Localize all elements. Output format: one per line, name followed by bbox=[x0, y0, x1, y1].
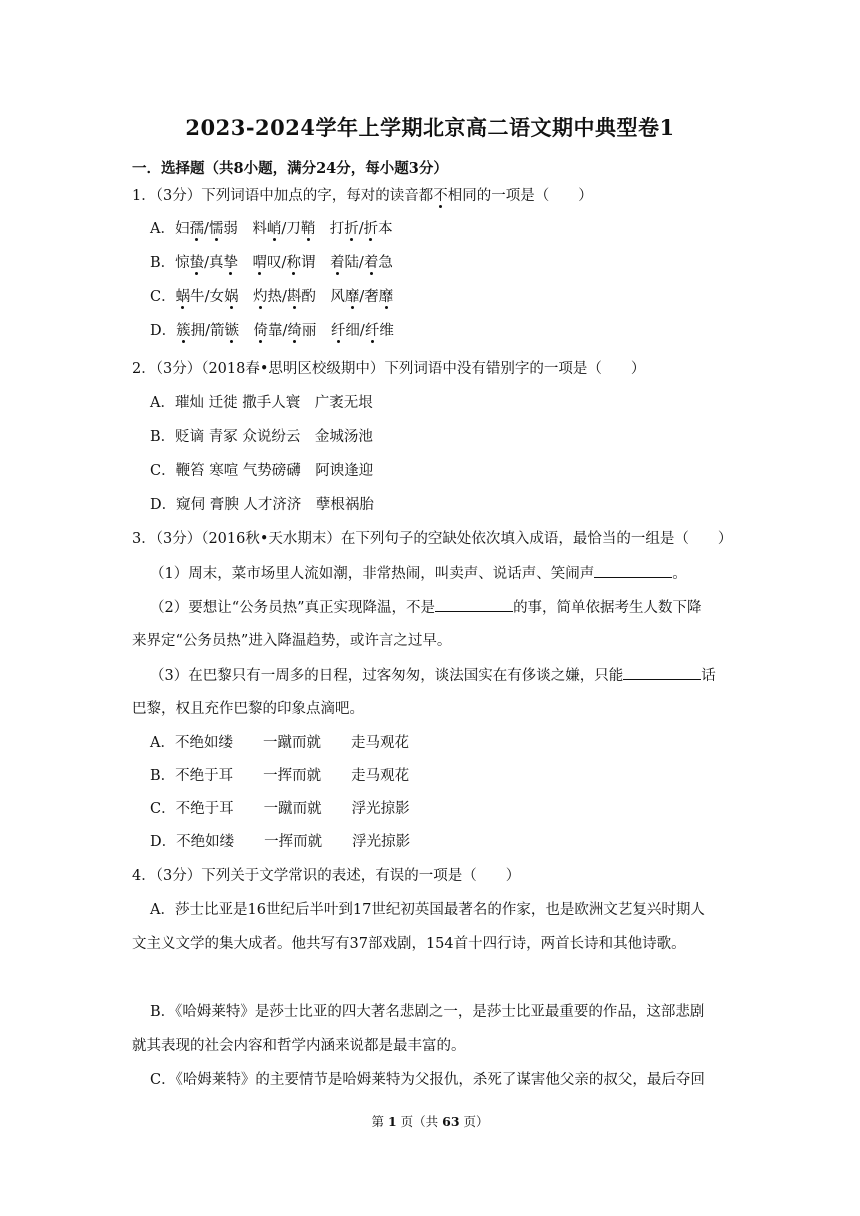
option-text: 陆/ bbox=[344, 255, 364, 271]
option-text: / bbox=[203, 221, 209, 237]
question-2-option-a: A．璀灿 迁徙 撒手人寰 广袤无垠 bbox=[150, 395, 373, 411]
sentence-text: （3）在巴黎只有一周多的日程，过客匆匆，谈法国实在有侈谈之嫌，只能 bbox=[150, 668, 624, 684]
option-text: 牛/女 bbox=[190, 289, 224, 305]
question-1-option-c bbox=[150, 287, 393, 307]
option-idiom: 浮光掠影 bbox=[351, 801, 410, 817]
dotted-char: 懦 bbox=[208, 221, 224, 237]
option-text: /刀 bbox=[281, 221, 301, 237]
question-3-stem: 3．（3分）（2016秋•天水期末）在下列句子的空缺处依次填入成语，最恰当的一组是（ ） bbox=[132, 531, 733, 547]
question-4-option-a: A．莎士比亚是16世纪后半叶到17世纪初英国最著名的作家，也是欧洲文艺复兴时期人 bbox=[150, 902, 705, 918]
dotted-char: 折 bbox=[363, 221, 379, 237]
dotted-char: 纤 bbox=[364, 323, 380, 339]
question-2-option-b: B．贬谪 青冢 众说纷云 金城汤池 bbox=[150, 429, 373, 445]
option-text: 酌 bbox=[301, 289, 331, 305]
question-4-option-b: B．《哈姆莱特》是莎士比亚的四大著名悲剧之一，是莎士比亚最重要的作品，这部悲剧 bbox=[150, 1004, 705, 1020]
question-3-sentence-1 bbox=[150, 563, 687, 584]
fill-blank bbox=[594, 563, 672, 578]
option-text bbox=[238, 255, 253, 271]
stem-text: 相同的一项是（ ） bbox=[447, 188, 593, 204]
option-text: 风 bbox=[330, 289, 345, 305]
dotted-char: 娲 bbox=[224, 289, 239, 305]
option-idiom: A．不绝如缕 bbox=[150, 735, 233, 751]
option-idiom: 一蹴而就 bbox=[263, 801, 322, 817]
dotted-char: 靡 bbox=[378, 289, 394, 305]
page-footer bbox=[0, 1112, 860, 1130]
option-text: 惊 bbox=[175, 255, 190, 271]
dotted-char: 着 bbox=[363, 255, 379, 271]
option-text: 热/ bbox=[267, 289, 287, 305]
page-title: 2023-2024学年上学期北京高二语文期中典型卷1 bbox=[185, 115, 675, 140]
question-1-stem bbox=[132, 186, 593, 206]
option-label: C． bbox=[150, 289, 176, 305]
total-pages: 63 bbox=[442, 1114, 460, 1129]
option-text bbox=[239, 323, 254, 339]
option-idiom: C．不绝于耳 bbox=[150, 801, 234, 817]
option-idiom: 浮光掠影 bbox=[352, 834, 411, 850]
dotted-char: 着 bbox=[329, 255, 345, 271]
footer-text: 页） bbox=[463, 1114, 489, 1129]
question-1-option-d bbox=[150, 321, 394, 341]
footer-text: 页（共 bbox=[400, 1114, 439, 1129]
dotted-char: 倚 bbox=[253, 323, 269, 339]
dotted-char: 纤 bbox=[330, 323, 346, 339]
option-text: 拥/箭 bbox=[190, 323, 225, 339]
option-text: 维 bbox=[379, 323, 394, 339]
option-text: 丽 bbox=[301, 323, 331, 339]
option-text: /真 bbox=[204, 255, 224, 271]
dotted-char: 喟 bbox=[252, 255, 268, 271]
option-label: B． bbox=[150, 255, 176, 271]
question-1-option-b bbox=[150, 253, 393, 273]
dotted-char: 蛰 bbox=[189, 255, 205, 271]
dotted-char: 斟 bbox=[286, 289, 302, 305]
option-text: /奢 bbox=[359, 289, 379, 305]
question-3-sentence-2-cont: 来界定“公务员热”进入降温趋势，或许言之过早。 bbox=[132, 633, 452, 649]
dotted-char: 称 bbox=[286, 255, 301, 271]
option-idiom: 走马观花 bbox=[351, 768, 410, 784]
question-1-option-a bbox=[150, 219, 393, 239]
dotted-char: 不 bbox=[433, 188, 448, 204]
option-text: 谓 bbox=[300, 255, 330, 271]
option-idiom: 一挥而就 bbox=[264, 834, 323, 850]
dotted-char: 绮 bbox=[287, 323, 302, 339]
option-idiom: D．不绝如缕 bbox=[150, 834, 235, 850]
question-3-option-a bbox=[150, 733, 409, 753]
page-number: 1 bbox=[387, 1114, 397, 1129]
question-2-option-c: C．鞭笞 寒喧 气势磅礴 阿谀逢迎 bbox=[150, 463, 374, 479]
question-2-stem: 2．（3分）（2018春•思明区校级期中）下列词语中没有错别字的一项是（ ） bbox=[132, 361, 646, 377]
option-idiom: 一挥而就 bbox=[263, 768, 322, 784]
dotted-char: 峭 bbox=[266, 221, 282, 237]
question-3-option-c bbox=[150, 799, 410, 819]
stem-text: 1．（3分）下列词语中加点的字，每对的读音都 bbox=[132, 188, 434, 204]
question-3-sentence-2 bbox=[150, 597, 702, 618]
section-heading: 一．选择题（共8小题，满分24分，每小题3分） bbox=[132, 160, 448, 177]
question-2-option-d: D．窥伺 膏腴 人才济济 孽根祸胎 bbox=[150, 497, 374, 513]
option-text bbox=[239, 289, 254, 305]
sentence-text: 的事，简单依据考生人数下降 bbox=[513, 600, 702, 616]
option-text: 叹/ bbox=[267, 255, 287, 271]
sentence-text: （2）要想让“公务员热”真正实现降温，不是 bbox=[150, 600, 436, 616]
question-3-sentence-3-cont: 巴黎，权且充作巴黎的印象点滴吧。 bbox=[132, 701, 364, 717]
question-3-sentence-3 bbox=[150, 665, 716, 686]
option-text: 细/ bbox=[345, 323, 365, 339]
option-idiom: B．不绝于耳 bbox=[150, 768, 234, 784]
dotted-char: 挚 bbox=[223, 255, 239, 271]
question-4-option-c: C．《哈姆莱特》的主要情节是哈姆莱特为父报仇，杀死了谋害他父亲的叔父，最后夺回 bbox=[150, 1072, 705, 1088]
question-4-stem: 4．（3分）下列关于文学常识的表述，有误的一项是（ ） bbox=[132, 868, 521, 884]
dotted-char: 鞘 bbox=[300, 221, 316, 237]
question-4-option-b-cont: 就其表现的社会内容和哲学内涵来说都是最丰富的。 bbox=[132, 1038, 466, 1054]
question-3-option-d bbox=[150, 832, 410, 852]
sentence-text: 。 bbox=[672, 566, 687, 582]
dotted-char: 靡 bbox=[344, 289, 360, 305]
question-3-option-b bbox=[150, 766, 409, 786]
option-text: / bbox=[358, 221, 364, 237]
question-4-option-a-cont: 文主义文学的集大成者。他共写有37部戏剧，154首十四行诗，两首长诗和其他诗歌。 bbox=[132, 936, 686, 952]
dotted-char: 灼 bbox=[253, 289, 268, 305]
option-text: 本 bbox=[378, 221, 393, 237]
option-idiom: 走马观花 bbox=[350, 735, 409, 751]
option-text: 料 bbox=[252, 221, 267, 237]
dotted-char: 簇 bbox=[176, 323, 191, 339]
option-text: 急 bbox=[378, 255, 393, 271]
option-text: 靠/ bbox=[268, 323, 288, 339]
footer-text: 第 bbox=[371, 1114, 384, 1129]
sentence-text: 话 bbox=[701, 668, 716, 684]
dotted-char: 折 bbox=[344, 221, 359, 237]
dotted-char: 蜗 bbox=[175, 289, 191, 305]
dotted-char: 孺 bbox=[189, 221, 204, 237]
option-idiom: 一蹴而就 bbox=[262, 735, 321, 751]
sentence-text: （1）周末，菜市场里人流如潮，非常热闹，叫卖声、说话声、笑闹声 bbox=[150, 566, 595, 582]
fill-blank bbox=[435, 597, 513, 612]
option-text: 弱 bbox=[223, 221, 253, 237]
dotted-char: 镞 bbox=[224, 323, 240, 339]
option-text: 打 bbox=[315, 221, 345, 237]
option-label: D． bbox=[150, 323, 177, 339]
option-label: A． bbox=[150, 221, 175, 237]
fill-blank bbox=[623, 665, 701, 680]
option-text: 妇 bbox=[174, 221, 190, 237]
